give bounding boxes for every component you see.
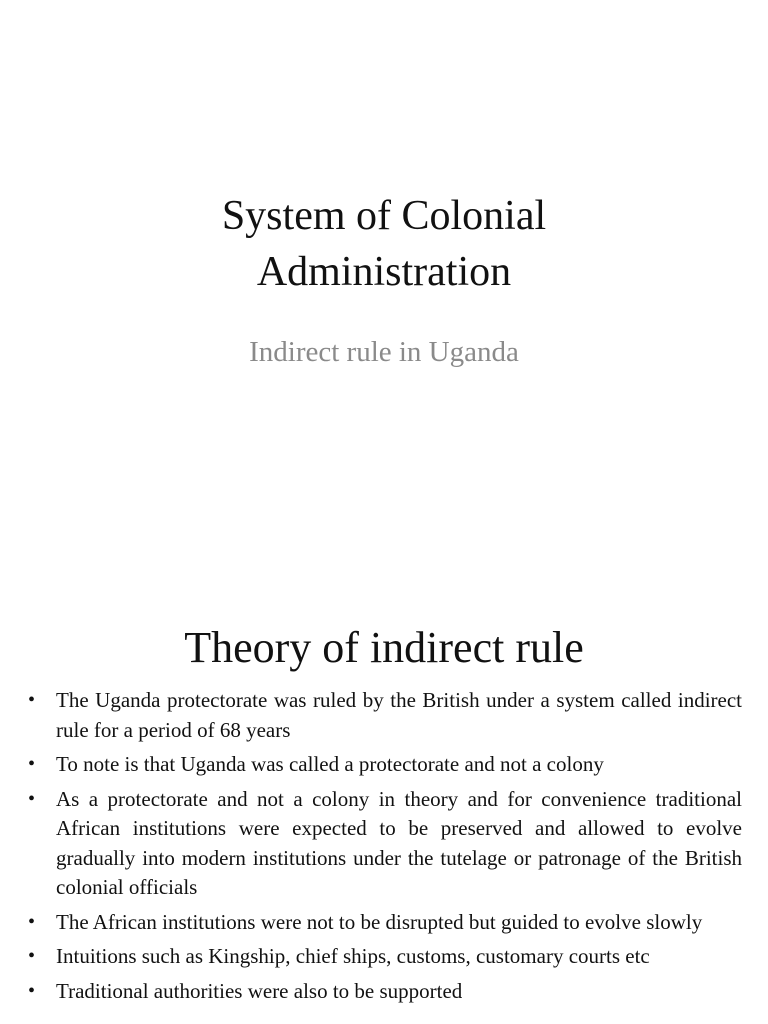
bullet-item bbox=[0, 750, 768, 780]
bullet-item bbox=[0, 977, 768, 1007]
bullet-icon: • bbox=[28, 979, 36, 1002]
bullet-list bbox=[0, 686, 768, 1011]
bullet-text: As a protectorate and not a colony in theory and for convenience traditional African institutions were expected to be preserved and allowed to evolve gradually into modern institutions under the tutelage or patronage of the British colonial officials bbox=[56, 786, 742, 899]
bullet-item bbox=[0, 785, 768, 903]
slide-title bbox=[0, 188, 768, 300]
bullet-icon: • bbox=[28, 753, 36, 775]
bullet-icon: • bbox=[28, 689, 36, 711]
content-slide bbox=[0, 576, 768, 1024]
slide-title-line-1: System of Colonial bbox=[221, 193, 547, 239]
bullet-item bbox=[0, 686, 768, 745]
bullet-icon: • bbox=[28, 945, 36, 967]
bullet-text: Traditional authorities were also to be supported bbox=[56, 978, 463, 1003]
bullet-text: The African institutions were not to be disrupted but guided to evolve slowly bbox=[56, 909, 703, 934]
content-slide-title: Theory of indirect rule bbox=[184, 623, 584, 672]
bullet-text: Intuitions such as Kingship, chief ships, customs, customary courts etc bbox=[56, 944, 650, 968]
bullet-text: To note is that Uganda was called a protectorate and not a colony bbox=[56, 752, 604, 776]
bullet-item bbox=[0, 942, 768, 972]
bullet-icon: • bbox=[28, 787, 36, 810]
bullet-text: The Uganda protectorate was ruled by the British under a system called indirect rule for a period of 68 years bbox=[56, 688, 742, 742]
bullet-icon: • bbox=[28, 910, 36, 933]
slide-title-line-2: Administration bbox=[256, 249, 512, 295]
slide-subtitle: Indirect rule in Uganda bbox=[249, 336, 519, 368]
bullet-item bbox=[0, 908, 768, 938]
